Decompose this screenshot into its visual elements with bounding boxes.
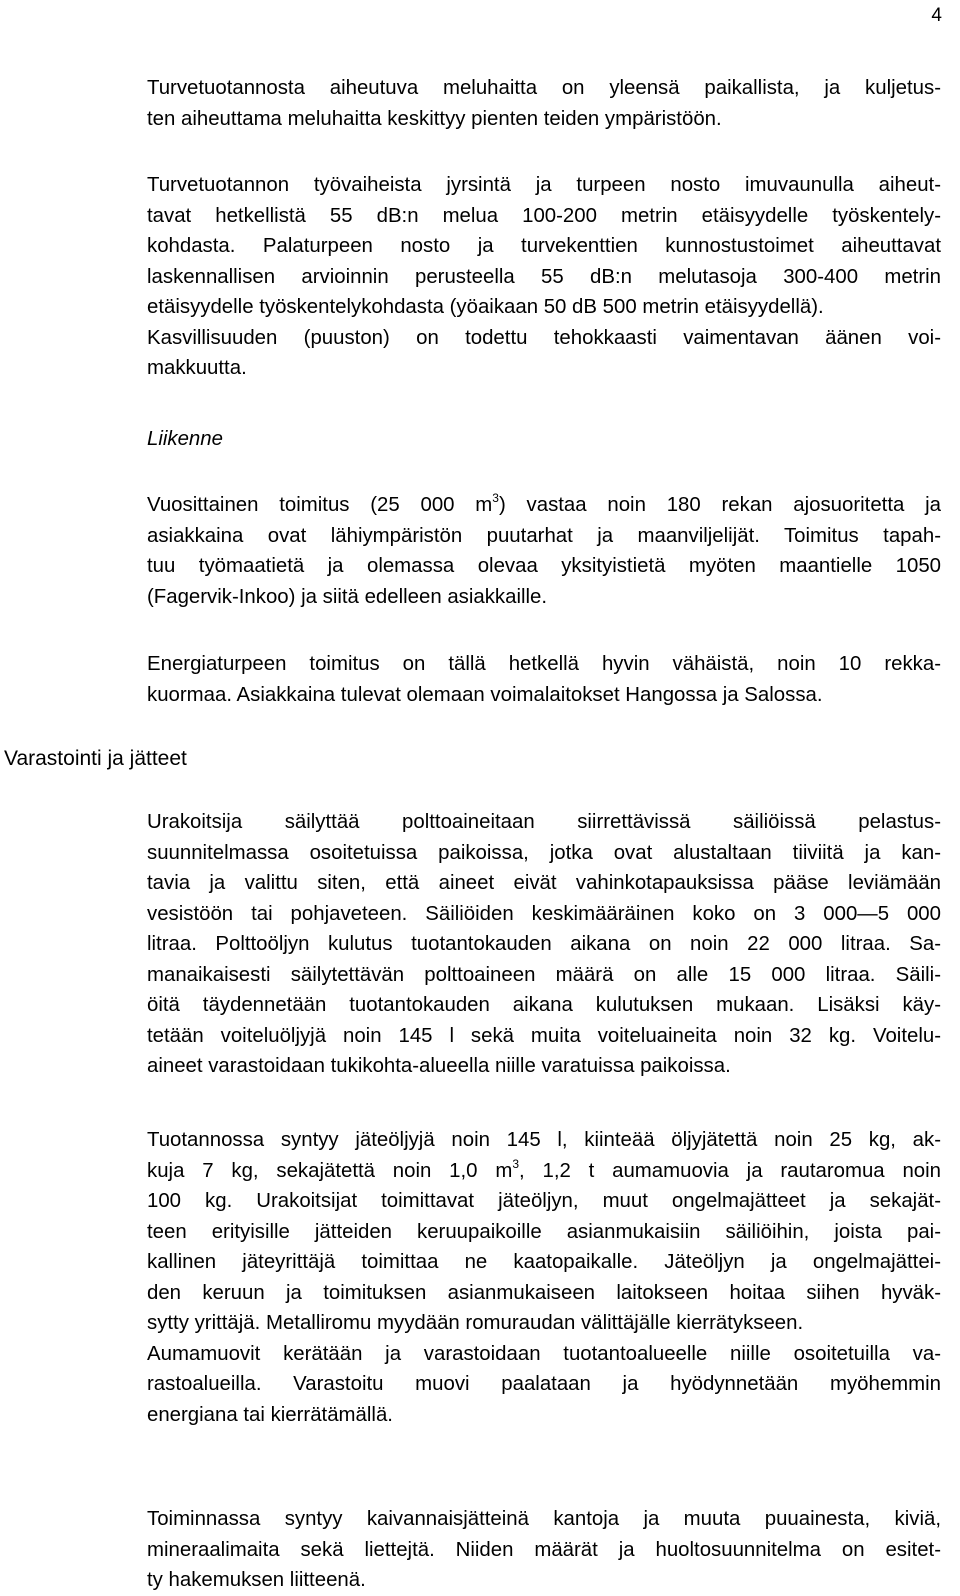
text-line: tavia ja valittu siten, että aineet eivät vahinkotapauksissa pääse leviämään	[147, 872, 941, 894]
text-line: vesistöön tai pohjaveteen. Säiliöiden keskimääräinen koko on 3 000—5 000	[147, 902, 941, 925]
text-line: kuormaa. Asiakkaina tulevat olemaan voimalaitokset Hangossa ja Salossa.	[147, 683, 823, 706]
text-line: sytty yrittäjä. Metalliromu myydään romuraudan välittäjälle kierrätykseen.	[147, 1312, 804, 1334]
text-line: ty hakemuksen liitteenä.	[147, 1569, 366, 1591]
text-line: aineet varastoidaan tukikohta-alueella niille varatuissa paikoissa.	[147, 1055, 731, 1077]
text-line: energiana tai kierrätämällä.	[147, 1403, 393, 1426]
text-line: manaikaisesti säilytettävän polttoaineen määrä on alle 15 000 litraa. Säili-	[147, 963, 941, 986]
section-subheading-liikenne: Liikenne	[147, 428, 223, 450]
paragraph-fuel-storage	[147, 807, 941, 1082]
paragraph-extractive-waste	[147, 1504, 941, 1596]
text-line: Energiaturpeen toimitus on tällä hetkellä hyvin vähäistä, noin 10 rekka-	[147, 653, 941, 675]
text-line: den keruun ja toimituksen asianmukaiseen laitokseen hoitaa siihen hyväk-	[147, 1281, 941, 1304]
text-line: Turvetuotannon työvaiheista jyrsintä ja turpeen nosto imuvaunulla aiheut-	[147, 174, 941, 196]
text-line: tavat hetkellistä 55 dB:n melua 100-200 metrin etäisyydelle työskentely-	[147, 204, 941, 227]
superscript: 3	[512, 1156, 520, 1171]
page-number: 4	[931, 5, 942, 26]
paragraph-noise-intro	[147, 73, 941, 134]
superscript: 3	[492, 491, 499, 505]
text-line: öitä täydennetään tuotantokauden aikana kulutuksen mukaan. Lisäksi käy-	[147, 994, 941, 1016]
section-heading-storage-waste: Varastointi ja jätteet	[4, 747, 187, 770]
text-line: asiakkaina ovat lähiympäristön puutarhat ja maanviljelijät. Toimitus tapah-	[147, 524, 941, 547]
text-line: kohdasta. Palaturpeen nosto ja turvekenttien kunnostustoimet aiheuttavat	[147, 235, 941, 257]
text-line: Tuotannossa syntyy jäteöljyjä noin 145 l, kiinteää öljyjätettä noin 25 kg, ak-	[147, 1129, 941, 1151]
paragraph-waste-handling	[147, 1125, 941, 1430]
text-line: litraa. Polttoöljyn kulutus tuotantokauden aikana on noin 22 000 litraa. Sa-	[147, 933, 941, 955]
text-line: etäisyydelle työskentelykohdasta (yöaikaan 50 dB 500 metrin etäisyydellä).	[147, 296, 824, 318]
text-line: Vuosittainen toimitus (25 000 $m^3$) vastaa noin 180 rekan ajosuoritetta ja	[147, 491, 941, 516]
text-line: kallinen jäteyrittäjä toimittaa ne kaatopaikalle. Jäteöljyn ja ongelmajättei-	[147, 1251, 941, 1273]
text-line: Kasvillisuuden (puuston) on todettu tehokkaasti vaimentavan äänen voi-	[147, 326, 941, 349]
text-line: Urakoitsija säilyttää polttoaineitaan siirrettävissä säiliöissä pelastus-	[147, 811, 941, 833]
text-line: 100 kg. Urakoitsijat toimittavat jäteöljyn, muut ongelmajätteet ja sekajät-	[147, 1190, 941, 1212]
paragraph-noise-details	[147, 170, 941, 384]
text-line: Aumamuovit kerätään ja varastoidaan tuotantoalueelle niille osoitetuilla va-	[147, 1342, 941, 1365]
text-line: tuu työmaatietä ja olemassa olevaa yksityistietä myöten maantielle 1050	[147, 555, 941, 577]
text-line: Turvetuotannosta aiheutuva meluhaitta on yleensä paikallista, ja kuljetus-	[147, 77, 941, 99]
text-line: mineraalimaita sekä liettejtä. Niiden määrät ja huoltosuunnitelma on esitet-	[147, 1538, 941, 1561]
paragraph-energy-peat	[147, 649, 941, 710]
text-line: suunnitelmassa osoitetuissa paikoissa, jotka ovat alustaltaan tiiviitä ja kan-	[147, 841, 941, 864]
text-line: (Fagervik-Inkoo) ja siitä edelleen asiakkaille.	[147, 585, 548, 608]
text-line: ten aiheuttama meluhaitta keskittyy pienten teiden ympäristöön.	[147, 107, 722, 130]
text-line: rastoalueilla. Varastoitu muovi paalataan ja hyödynnetään myöhemmin	[147, 1373, 941, 1395]
text-line: teen erityisille jätteiden keruupaikoille asianmukaisiin säiliöihin, joista pai-	[147, 1220, 941, 1243]
text-line: makkuutta.	[147, 357, 247, 379]
text-line: kuja 7 kg, sekajätettä noin 1,0 $m^3$, 1,2 t aumamuovia ja rautaromua noin	[147, 1156, 941, 1182]
text-line: laskennallisen arvioinnin perusteella 55 dB:n melutasoja 300-400 metrin	[147, 265, 941, 288]
paragraph-traffic-delivery	[147, 490, 941, 612]
text-line: tetään voiteluöljyjä noin 145 l sekä muita voiteluaineita noin 32 kg. Voitelu-	[147, 1024, 941, 1047]
text-line: Toiminnassa syntyy kaivannaisjätteinä kantoja ja muuta puuainesta, kiviä,	[147, 1508, 941, 1530]
